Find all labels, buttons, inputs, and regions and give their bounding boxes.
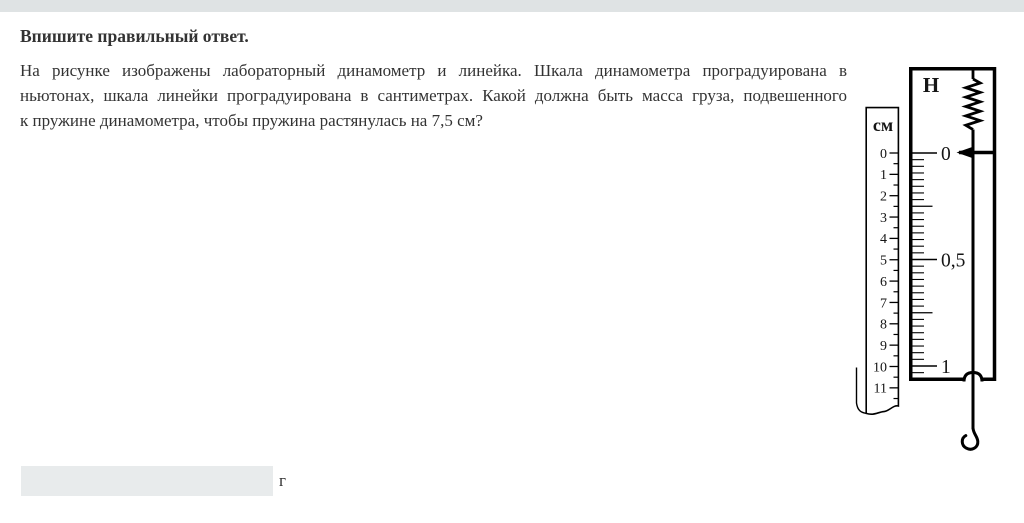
ruler-number: 4 [880, 232, 887, 248]
newton-scale-label: 0 [941, 143, 951, 165]
answer-unit-label: г [279, 471, 286, 490]
question-line: На рисунке изображены лабораторный динамометр и линейка. Шкала динамометра проградуирована в [20, 61, 847, 80]
ruler-number: 7 [880, 296, 887, 312]
ruler-number: 2 [880, 189, 887, 205]
dynamometer-and-ruler-figure [848, 55, 1024, 457]
ruler-number: 6 [880, 274, 887, 290]
ruler-number: 5 [880, 253, 887, 269]
answer-row [21, 466, 286, 496]
ruler-number: 11 [873, 381, 887, 397]
ruler-number: 0 [880, 146, 887, 162]
question-line: к пружине динамометра, чтобы пружина растянулась на 7,5 см? [20, 111, 483, 130]
hook-icon [962, 428, 978, 449]
ruler-number: 1 [880, 168, 887, 184]
question-text [20, 58, 847, 133]
answer-input[interactable] [21, 466, 273, 496]
newton-scale-label: 0,5 [941, 250, 966, 272]
ruler-torn-edge [857, 368, 867, 414]
dynamometer [911, 69, 995, 450]
ruler-number: 9 [880, 338, 887, 354]
top-bar [0, 0, 1024, 12]
dynamometer-unit-label: Н [922, 73, 940, 97]
page-title: Впишите правильный ответ. [20, 26, 249, 46]
ruler-number: 10 [873, 360, 887, 376]
ruler-number: 3 [880, 210, 887, 226]
newton-scale-label: 1 [941, 356, 951, 378]
ruler-unit-label: см [872, 115, 894, 135]
ruler [857, 108, 899, 415]
question-line: ньютонах, шкала линейки проградуирована в сантиметрах. Какой должна быть масса груза, подвешенного [20, 86, 847, 105]
ruler-number: 8 [880, 317, 887, 333]
